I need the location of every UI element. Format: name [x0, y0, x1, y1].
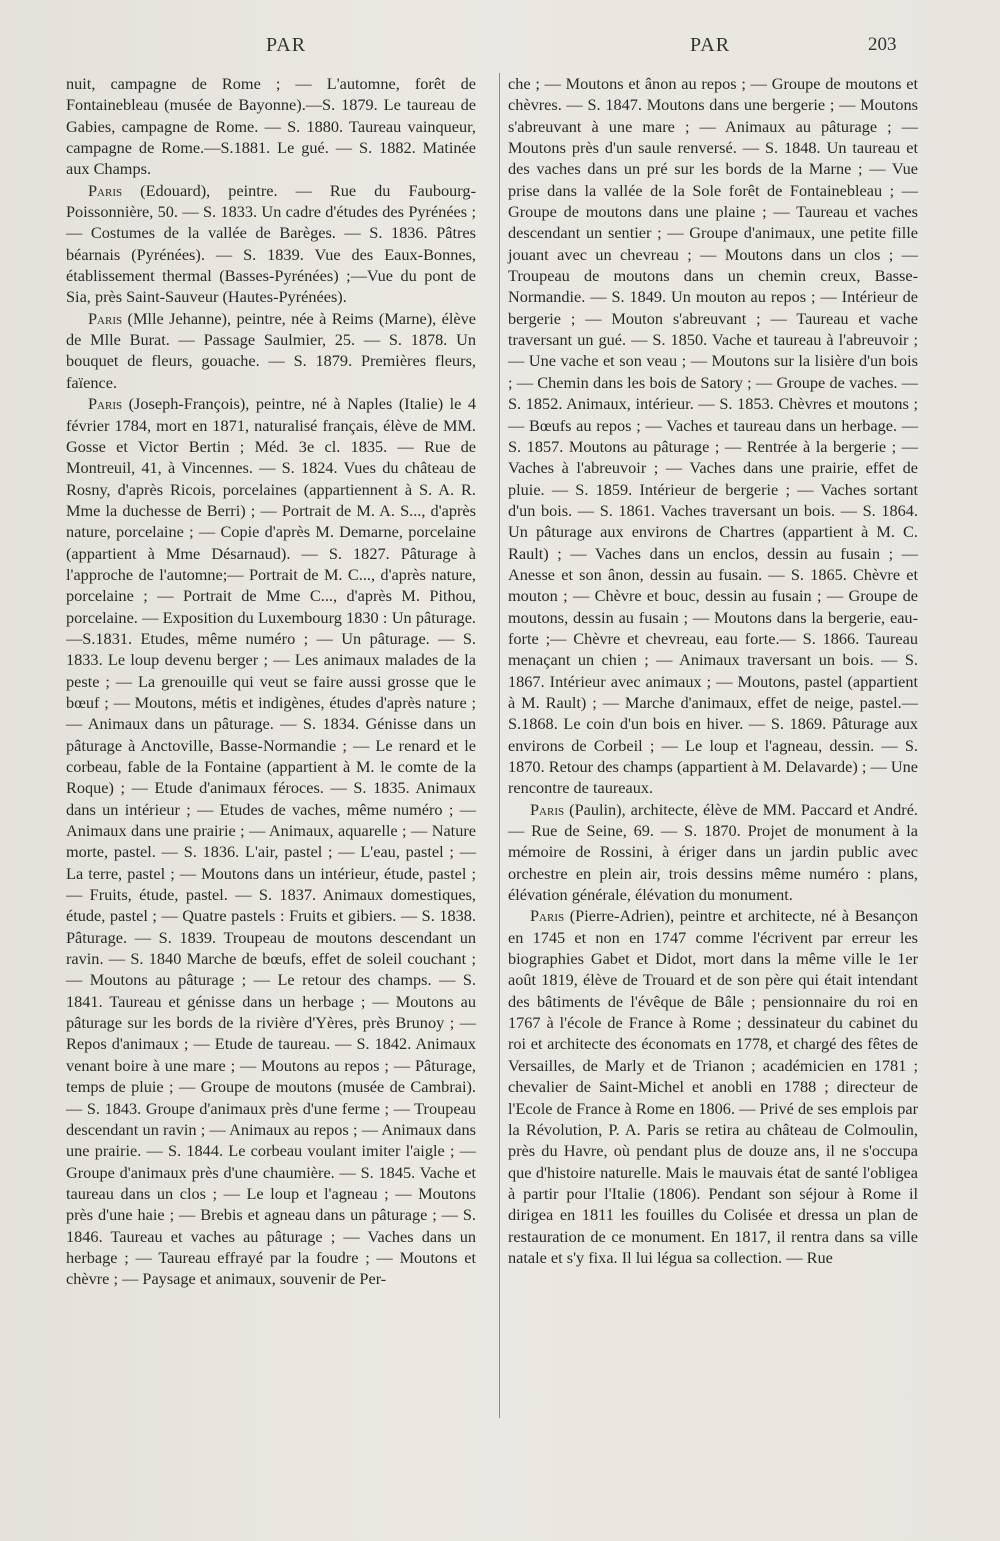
running-head-right: PAR — [690, 34, 731, 56]
entry-name: Paris — [530, 799, 565, 819]
entry-name: Paris — [530, 906, 565, 926]
entry-name: Paris — [88, 180, 123, 200]
continuation-text: che ; — Moutons et ânon au repos ; — Groupe de moutons et chèvres. — S. 1847. Moutons dans une bergerie ; — Moutons s'abreuvant à une mare ; — Animaux au pâturage ; — Moutons près d'un saule renversé. — S. 1848. Un taureau et des vaches dans un pré sur les bords de la Marne ; — Vue prise dans la vallée de la Sole forêt de Fontainebleau ; — Groupe de moutons dans une plaine ; — Taureau et vaches descendant un sentier ; — Groupe d'animaux, une petite fille jouant avec un chevreau ; — Moutons dans un clos ; — Troupeau de moutons dans un chemin creux, Basse-Normandie. — S. 1849. Un mouton au repos ; — Intérieur de bergerie ; — Mouton s'abreuvant ; — Taureau et vache traversant un gué. — S. 1850. Vache et taureau à l'abreuvoir ; — Une vache et son veau ; — Moutons sur la lisière d'un bois ; — Chemin dans les bois de Satory ; — Groupe de vaches. — S. 1852. Animaux, intérieur. — S. 1853. Chèvres et moutons ; — Bœufs au repos ; — Vaches et taureau dans un herbage. — S. 1857. Moutons au pâturage ; — Rentrée à la bergerie ; — Vaches à l'abreuvoir ; — Vaches dans une prairie, effet de pluie. — S. 1859. Intérieur de bergerie ; — Vaches sortant d'un bois. — S. 1861. Vaches traversant un bois. — S. 1864. Un pâturage aux environs de Chartres (appartient à M. C. Rault) ; — Vaches dans un enclos, dessin au fusain ; — Anesse et son ânon, dessin au fusain. — S. 1865. Chèvre et mouton ; — Chèvre et bouc, dessin au fusain ; — Groupe de moutons, dessin au fusain ; — Moutons dans la bergerie, eau-forte ;— Chèvre et chevreau, eau forte.— S. 1866. Taureau menaçant un chien ; — Animaux traversant un bois. — S. 1867. Intérieur avec animaux ; — Moutons, pastel (appartient à M. Rault) ; — Marche d'animaux, effet de neige, pastel.—S.1868. Le coin d'un bois en hiver. — S. 1869. Pâturage aux environs de Corbeil ; — Le loup et l'agneau, dessin. — S. 1870. Retour des champs (appartient à M. Delavarde) ; — Une rencontre de taureaux. — [508, 74, 918, 798]
entry-text: (Joseph-François), peintre, né à Naples (Italie) le 4 février 1784, mort en 1871, naturalisé français, élève de MM. Gosse et Victor Bertin ; Méd. 3e cl. 1835. — Rue de Montreuil, 41, à Vincennes. — S. 1824. Vues du château de Rosny, d'après Ricois, porcelaines (appartiennent à S. A. R. Mme la duchesse de Berri) ; — Portrait de M. A. S..., d'après nature, porcelaine ; — Copie d'après M. Demarne, porcelaine (appartient à Mme Désarnaud). — S. 1827. Pâturage à l'approche de l'automne;— Portrait de M. C..., d'après nature, porcelaine ; — Portrait de Mme C..., d'après M. Pithou, porcelaine. — Exposition du Luxembourg 1830 : Un pâturage.—S.1831. Etudes, même numéro ; — Un pâturage. — S. 1833. Le loup devenu berger ; — Les animaux malades de la peste ; — La grenouille qui veut se faire aussi grosse que le bœuf ; — Moutons, métis et indigènes, études d'après nature ; — Animaux dans un pâturage. — S. 1834. Génisse dans un pâturage à Anctoville, Basse-Normandie ; — Le renard et le corbeau, fable de la Fontaine (appartient à M. le comte de la Roque) ; — Etude d'animaux féroces. — S. 1835. Animaux dans un intérieur ; — Etudes de vaches, même numéro ; — Animaux dans une prairie ; — Animaux, aquarelle ; — Nature morte, pastel. — S. 1836. L'air, pastel ; — L'eau, pastel ; — La terre, pastel ; — Moutons dans un intérieur, étude, pastel ; — Fruits, étude, pastel. — S. 1837. Animaux domestiques, étude, pastel ; — Quatre pastels : Fruits et gibiers. — S. 1838. Pâturage. — S. 1839. Troupeau de moutons descendant un ravin. — S. 1840 Marche de bœufs, effet de soleil couchant ; — Moutons au pâturage ; — Le retour des champs. — S. 1841. Taureau et génisse dans un herbage ; — Moutons au pâturage sur les bords de la rivière d'Yères, près Brunoy ; — Repos d'animaux ; — Etude de taureau. — S. 1842. Animaux venant boire à une mare ; — Moutons au repos ; — Pâturage, temps de pluie ; — Groupe de moutons (musée de Cambrai). — S. 1843. Groupe d'animaux près d'une ferme ; — Troupeau descendant un ravin ; — Animaux au repos ; — Animaux dans une prairie. — S. 1844. Le corbeau voulant imiter l'aigle ; — Groupe d'animaux près d'une chaumière. — S. 1845. Vache et taureau dans un clos ; — Le loup et l'agneau ; — Moutons près d'une haie ; — Brebis et agneau dans un pâturage ; — S. 1846. Taureau et vaches au pâturage ; — Vaches dans un herbage ; — Taureau effrayé par la foudre ; — Moutons et chèvre ; — Paysage et animaux, souvenir de Per- — [66, 394, 476, 1289]
page-number: 203 — [868, 34, 897, 55]
continuation-text: nuit, campagne de Rome ; — L'automne, forêt de Fontainebleau (musée de Bayonne).—S. 1879. Le taureau de Gabies, campagne de Rome. — S. 1880. Taureau vainqueur, campagne de Rome.—S.1881. Le gué. — S. 1882. Matinée aux Champs. — [66, 74, 476, 179]
entry-paris-joseph-francois — [66, 393, 476, 1289]
running-head-left: PAR — [266, 34, 307, 56]
entry-text: (Pierre-Adrien), peintre et architecte, né à Besançon en 1745 et non en 1747 comme l'écrivent par erreur les biographies Gabet et Didot, mort dans la même ville le 1er août 1819, élève de Trouard et de son père qui était intendant des bâtiments de l'évêque de Bâle ; pensionnaire du roi en 1767 à l'école de France à Rome ; dessinateur du cabinet du roi et architecte des économats en 1778, et chargé des fêtes de Versailles, de Marly et de Trianon ; académicien en 1781 ; chevalier de Saint-Michel et anobli en 1788 ; directeur de l'Ecole de France à Rome en 1806. — Privé de ses emplois par la Révolution, P. A. Paris se retira au château de Colmoulin, près du Havre, où pendant plus de douze ans, il ne s'occupa que d'histoire naturelle. Mais le mauvais état de santé l'obligea à partir pour l'Italie (1806). Pendant son séjour à Rome il dirigea en 1811 les fouilles du Colisée et dressa un plan de restauration de ce monument. En 1817, il rentra dans sa ville natale et s'y fixa. Il lui légua sa collection. — Rue — [508, 906, 918, 1267]
entry-paris-paulin — [508, 799, 918, 906]
entry-paris-jehanne — [66, 308, 476, 393]
right-column — [508, 73, 918, 1268]
entry-name: Paris — [88, 394, 123, 414]
entry-text: (Paulin), architecte, élève de MM. Paccard et André. — Rue de Seine, 69. — S. 1870. Projet de monument à la mémoire de Rossini, à ériger dans un jardin public avec orchestre en plein air, trois dessins même numéro : plans, élévation générale, élévation du monument. — [508, 799, 918, 905]
column-divider — [499, 73, 500, 1418]
entry-paris-pierre-adrien — [508, 905, 918, 1268]
entry-name: Paris — [88, 308, 123, 328]
left-column — [66, 73, 476, 1290]
entry-paris-edouard — [66, 180, 476, 308]
entry-text: (Mlle Jehanne), peintre, née à Reims (Marne), élève de Mlle Burat. — Passage Saulmier, 25. — S. 1878. Un bouquet de fleurs, gouache. — S. 1879. Premières fleurs, faïence. — [66, 308, 476, 392]
entry-text: (Edouard), peintre. — Rue du Faubourg-Poissonnière, 50. — S. 1833. Un cadre d'études des Pyrénées ; — Costumes de la vallée de Barèges. — S. 1836. Pâtres béarnais (Pyrénées). — S. 1839. Vue des Eaux-Bonnes, établissement thermal (Basses-Pyrénées) ;—Vue du pont de Sia, près Saint-Sauveur (Hautes-Pyrénées). — [66, 180, 476, 307]
